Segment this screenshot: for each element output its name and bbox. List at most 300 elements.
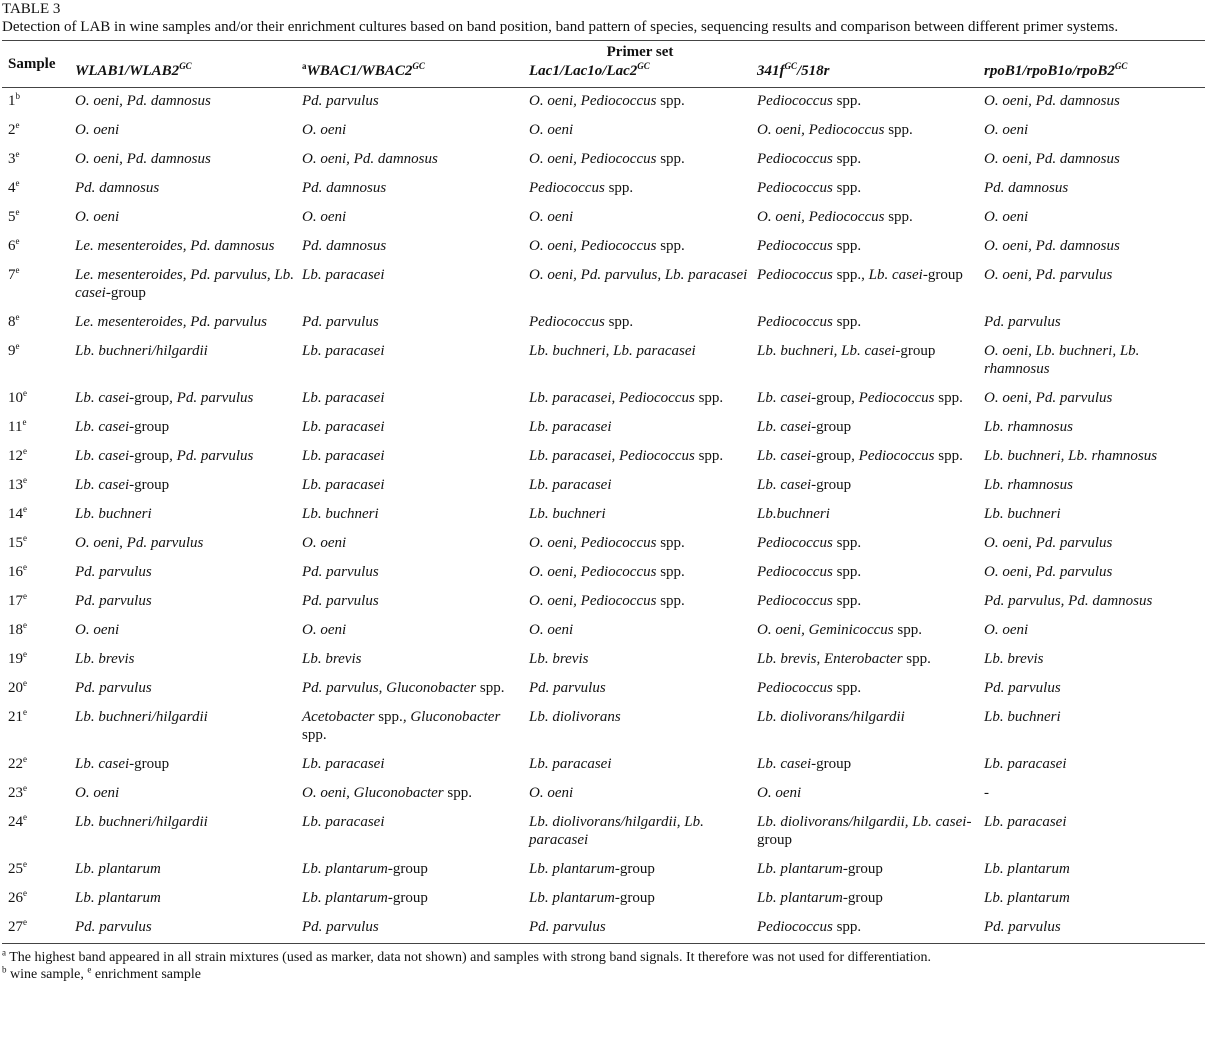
footnote-a [2,949,1203,966]
footnote-mark: a [2,947,6,958]
species-name: O. oeni, Pd. damnosus [75,93,211,109]
species-name: Lb. casei [757,756,812,772]
species-name: Pediococcus [757,93,833,109]
species-name: O. oeni, Pediococcus [529,535,657,551]
species-qualifier: spp. [656,564,685,580]
species-name: Pd. parvulus [984,680,1061,696]
species-name: Pd. parvulus [984,919,1061,935]
table-row [2,146,1205,175]
species-cell [757,204,984,233]
species-qualifier: spp. [656,93,685,109]
species-cell [984,588,1205,617]
species-cell [757,501,984,530]
species-name: Lb. rhamnosus [984,419,1073,435]
species-name: O. oeni [75,622,120,638]
species-name: Pd. parvulus [529,680,606,696]
species-cell [529,472,757,501]
table-row [2,617,1205,646]
species-qualifier: spp. [884,122,913,138]
species-name: Lb. brevis [529,651,589,667]
species-qualifier: -group [614,890,655,906]
species-name: Pediococcus [757,180,833,196]
species-name: , Lb. casei [861,267,923,283]
species-cell [757,675,984,704]
species-cell [529,204,757,233]
species-cell [529,233,757,262]
table-caption: Detection of LAB in wine samples and/or their enrichment cultures based on band position, band pattern of species, sequencing results and comparison between different primer systems. [2,19,1119,35]
species-cell [984,309,1205,338]
species-name: O. oeni, Pediococcus [529,593,657,609]
primer-column-header [75,63,302,88]
species-cell [75,443,302,472]
primer-suffix: GC [784,61,798,71]
species-qualifier: spp. [374,709,403,725]
sample-type-mark: e [15,178,20,188]
species-name: Lb. buchneri [984,506,1061,522]
species-name: , Pediococcus [851,390,935,406]
species-cell [302,530,529,559]
sample-type-mark: e [23,678,27,688]
species-name: Lb. paracasei [529,756,612,772]
species-name: O. oeni, Pd. parvulus [984,564,1113,580]
species-name: Lb. paracasei [302,267,385,283]
species-name: Pd. damnosus [984,180,1069,196]
species-cell [984,338,1205,385]
species-name: Lb. buchneri [75,506,152,522]
sample-type-mark: e [23,591,27,601]
sample-cell [2,501,75,530]
species-name: Lb. buchneri/hilgardii [75,709,208,725]
species-name: Pd. parvulus [75,919,152,935]
species-cell [302,88,529,118]
species-qualifier: -group [811,419,852,435]
species-name: Pediococcus [529,314,605,330]
sample-cell [2,338,75,385]
species-qualifier: spp. [832,680,862,696]
sample-type-mark: e [23,620,27,630]
species-cell [75,856,302,885]
sample-cell [2,530,75,559]
species-name: Lb. casei [75,419,130,435]
species-cell [984,751,1205,780]
species-cell [75,530,302,559]
sample-type-mark: b [15,91,20,101]
species-cell [757,588,984,617]
species-name: O. oeni [302,535,347,551]
sample-number: 25 [8,861,23,877]
species-cell [757,146,984,175]
species-name: Lb. plantarum [75,890,161,906]
species-cell [529,530,757,559]
species-name: Lb. paracasei [302,477,385,493]
species-cell [302,780,529,809]
table-row [2,175,1205,204]
species-qualifier: spp. [832,238,862,254]
sample-number: 2 [8,122,16,138]
species-name: Lb. paracasei [302,448,385,464]
sample-number: 14 [8,506,23,522]
species-cell [529,385,757,414]
species-cell [757,262,984,309]
species-qualifier: spp. [694,390,724,406]
primer-column-header [757,63,984,88]
sample-number: 5 [8,209,16,225]
species-qualifier: spp. [832,151,862,167]
primer-set-header: Primer set [75,41,1205,64]
species-name: Pd. parvulus [302,919,379,935]
species-name: Pd. parvulus [984,314,1061,330]
species-cell [757,414,984,443]
species-qualifier: spp. [443,785,472,801]
table-row [2,914,1205,944]
species-cell [529,88,757,118]
species-cell [984,88,1205,118]
species-name: Lb. casei [75,756,130,772]
species-cell [984,559,1205,588]
table-row [2,233,1205,262]
species-name: O. oeni [984,622,1029,638]
species-cell [75,588,302,617]
species-cell [302,809,529,856]
species-cell [529,146,757,175]
footnote-mark: a [302,61,307,71]
species-cell [757,885,984,914]
primer-name: 341f [757,63,785,79]
species-name: O. oeni [757,785,802,801]
sample-cell [2,809,75,856]
species-cell [984,780,1205,809]
species-cell [75,472,302,501]
species-cell [529,751,757,780]
species-name: Lb. casei [757,419,812,435]
species-cell [529,675,757,704]
species-qualifier: spp. [884,209,913,225]
species-name: Lb. paracasei [302,814,385,830]
species-name: Lb. paracasei [529,419,612,435]
species-name: O. oeni, Pediococcus [529,238,657,254]
species-name: Pediococcus [757,680,833,696]
species-name: O. oeni, Pediococcus [529,564,657,580]
species-cell [757,530,984,559]
sample-cell [2,472,75,501]
sample-number: 16 [8,564,23,580]
species-name: Pd. parvulus [529,919,606,935]
species-cell [75,675,302,704]
footnote-mark: b [2,964,7,975]
sample-type-mark: e [23,707,27,717]
species-name: Lb. buchneri, Lb. rhamnosus [984,448,1158,464]
primer-name: WBAC1/WBAC2 [306,63,413,79]
species-name: Lb. paracasei, Pediococcus [529,448,695,464]
species-name: Lb. casei [757,448,812,464]
species-qualifier: -group [105,285,146,301]
species-cell [302,588,529,617]
table-row [2,675,1205,704]
sample-number: 19 [8,651,23,667]
primer-column-header [529,63,757,88]
species-cell [757,88,984,118]
species-cell [984,501,1205,530]
sample-number: 7 [8,267,16,283]
species-qualifier: spp. [302,727,327,743]
sample-type-mark: e [23,446,27,456]
sample-number: 3 [8,151,16,167]
species-qualifier: -group [129,419,170,435]
species-cell [75,914,302,944]
species-qualifier: -group [757,814,972,848]
table-row [2,414,1205,443]
species-qualifier: spp. [832,593,862,609]
sample-type-mark: e [23,533,27,543]
species-qualifier: - [984,785,989,801]
species-name: Lb. diolivorans/hilgardii, Lb. casei [757,814,967,830]
species-name: O. oeni, Pd. damnosus [984,93,1120,109]
species-cell [984,885,1205,914]
sample-cell [2,856,75,885]
species-cell [757,914,984,944]
species-qualifier: -group [842,861,883,877]
sample-cell [2,414,75,443]
species-cell [529,704,757,751]
species-cell [302,117,529,146]
table-row [2,809,1205,856]
species-cell [75,175,302,204]
sample-number: 24 [8,814,23,830]
table-row [2,385,1205,414]
species-name: Lb. plantarum [984,861,1070,877]
footnote-text: enrichment sample [91,967,202,982]
sample-cell [2,675,75,704]
sample-cell [2,646,75,675]
species-qualifier: spp. [656,535,685,551]
species-cell [75,309,302,338]
species-cell [529,117,757,146]
species-name: Pd. parvulus [302,593,379,609]
species-cell [984,385,1205,414]
species-qualifier: spp. [604,180,634,196]
sample-cell [2,262,75,309]
species-name: O. oeni [529,122,574,138]
species-cell [302,646,529,675]
species-qualifier: spp. [893,622,922,638]
sample-number: 18 [8,622,23,638]
species-cell [757,617,984,646]
primer-name-tail: /518r [797,63,830,79]
sample-cell [2,204,75,233]
species-name: O. oeni [302,122,347,138]
sample-type-mark: e [23,754,27,764]
species-cell [984,675,1205,704]
sample-type-mark: e [23,504,27,514]
species-name: Pd. damnosus [75,180,160,196]
species-cell [302,856,529,885]
species-cell [302,204,529,233]
species-cell [529,414,757,443]
species-name: Pediococcus [757,593,833,609]
sample-header: Sample [2,41,75,88]
species-cell [529,646,757,675]
table-row [2,530,1205,559]
table-row [2,472,1205,501]
species-cell [757,175,984,204]
species-qualifier: -group [129,448,170,464]
species-cell [984,646,1205,675]
primer-suffix: GC [637,61,650,71]
species-cell [75,338,302,385]
species-name: Acetobacter [302,709,375,725]
species-cell [302,617,529,646]
species-name: Lb. paracasei [302,419,385,435]
species-name: O. oeni, Pd. parvulus [984,267,1113,283]
species-cell [302,472,529,501]
species-cell [529,856,757,885]
species-cell [757,385,984,414]
sample-type-mark: e [23,783,27,793]
species-name: Pediococcus [757,267,833,283]
table-row [2,559,1205,588]
species-cell [302,501,529,530]
species-name: , Pd. parvulus [169,448,254,464]
species-cell [529,338,757,385]
species-name: Lb. plantarum [529,890,615,906]
sample-cell [2,588,75,617]
species-qualifier: spp. [656,151,685,167]
species-cell [757,338,984,385]
species-cell [75,414,302,443]
sample-cell [2,885,75,914]
species-name: Lb. diolivorans/hilgardii [757,709,905,725]
species-qualifier: spp. [832,93,862,109]
species-name: O. oeni [75,785,120,801]
sample-number: 27 [8,919,23,935]
sample-number: 13 [8,477,23,493]
primer-suffix: GC [179,61,192,71]
sample-number: 21 [8,709,23,725]
species-name: Lb. casei [75,390,130,406]
sample-type-mark: e [15,149,20,159]
results-table [2,40,1205,944]
primer-name: Lac1/Lac1o/Lac2 [529,63,638,79]
species-cell [75,88,302,118]
species-cell [757,117,984,146]
sample-type-mark: e [15,341,20,351]
species-name: Lb. buchneri [302,506,379,522]
species-name: O. oeni, Pediococcus [757,122,885,138]
table-row [2,88,1205,118]
species-name: O. oeni [984,122,1029,138]
sample-type-mark: e [15,120,20,130]
sample-cell [2,233,75,262]
species-name: O. oeni, Gluconobacter [302,785,444,801]
sample-type-mark: e [23,917,27,927]
sample-number: 11 [8,419,23,435]
sample-cell [2,559,75,588]
species-cell [302,751,529,780]
species-name: Lb. buchneri/hilgardii [75,814,208,830]
species-name: Pediococcus [757,314,833,330]
species-name: Lb. casei [75,448,130,464]
species-name: Lb. plantarum [529,861,615,877]
species-name: O. oeni [75,209,120,225]
species-name: O. oeni, Pd. parvulus, Lb. paracasei [529,267,748,283]
species-name: O. oeni, Pd. parvulus [75,535,204,551]
species-qualifier: spp. [832,564,862,580]
sample-cell [2,146,75,175]
species-name: Pd. parvulus [75,593,152,609]
species-cell [302,675,529,704]
species-name: Lb. paracasei, Pediococcus [529,390,695,406]
species-name: Pd. parvulus [75,680,152,696]
species-cell [757,809,984,856]
species-cell [529,309,757,338]
species-qualifier: -group [895,343,936,359]
species-cell [529,443,757,472]
species-qualifier: spp. [694,448,724,464]
species-cell [302,262,529,309]
table-row [2,885,1205,914]
sample-cell [2,704,75,751]
sample-number: 26 [8,890,23,906]
species-qualifier: -group [842,890,883,906]
species-name: Le. mesenteroides, Pd. parvulus, Lb. casei [75,267,295,301]
species-cell [984,443,1205,472]
species-cell [75,704,302,751]
footnote-text: wine sample, [6,967,88,982]
species-name: O. oeni [529,209,574,225]
species-qualifier: -group [129,477,170,493]
species-cell [302,443,529,472]
species-cell [75,501,302,530]
species-cell [302,338,529,385]
sample-cell [2,117,75,146]
species-name: Lb. casei [757,390,812,406]
species-name: Pd. damnosus [302,238,387,254]
species-cell [984,472,1205,501]
species-name: Pediococcus [529,180,605,196]
species-cell [757,646,984,675]
species-cell [984,856,1205,885]
species-name: Lb.buchneri [757,506,830,522]
species-name: O. oeni, Pd. parvulus [984,390,1113,406]
species-name: Le. mesenteroides, Pd. parvulus [75,314,267,330]
species-name: Lb. diolivorans/hilgardii, Lb. paracasei [529,814,704,848]
species-cell [529,588,757,617]
species-qualifier: -group [811,477,852,493]
table-row [2,204,1205,233]
species-cell [757,751,984,780]
species-name: Lb. plantarum [302,861,388,877]
species-name: Lb. buchneri, Lb. paracasei [529,343,696,359]
species-qualifier: spp. [832,267,862,283]
species-name: Lb. buchneri/hilgardii [75,343,208,359]
species-cell [75,204,302,233]
sample-type-mark: e [15,265,20,275]
species-qualifier: -group [811,390,852,406]
species-name: Lb. casei [757,477,812,493]
species-cell [302,175,529,204]
species-cell [302,885,529,914]
species-qualifier: -group [811,756,852,772]
species-cell [984,146,1205,175]
species-name: Pd. parvulus [302,93,379,109]
species-cell [302,914,529,944]
table-row [2,443,1205,472]
species-cell [302,414,529,443]
sample-number: 23 [8,785,23,801]
species-qualifier: -group [387,861,428,877]
table-row [2,751,1205,780]
table-row [2,262,1205,309]
